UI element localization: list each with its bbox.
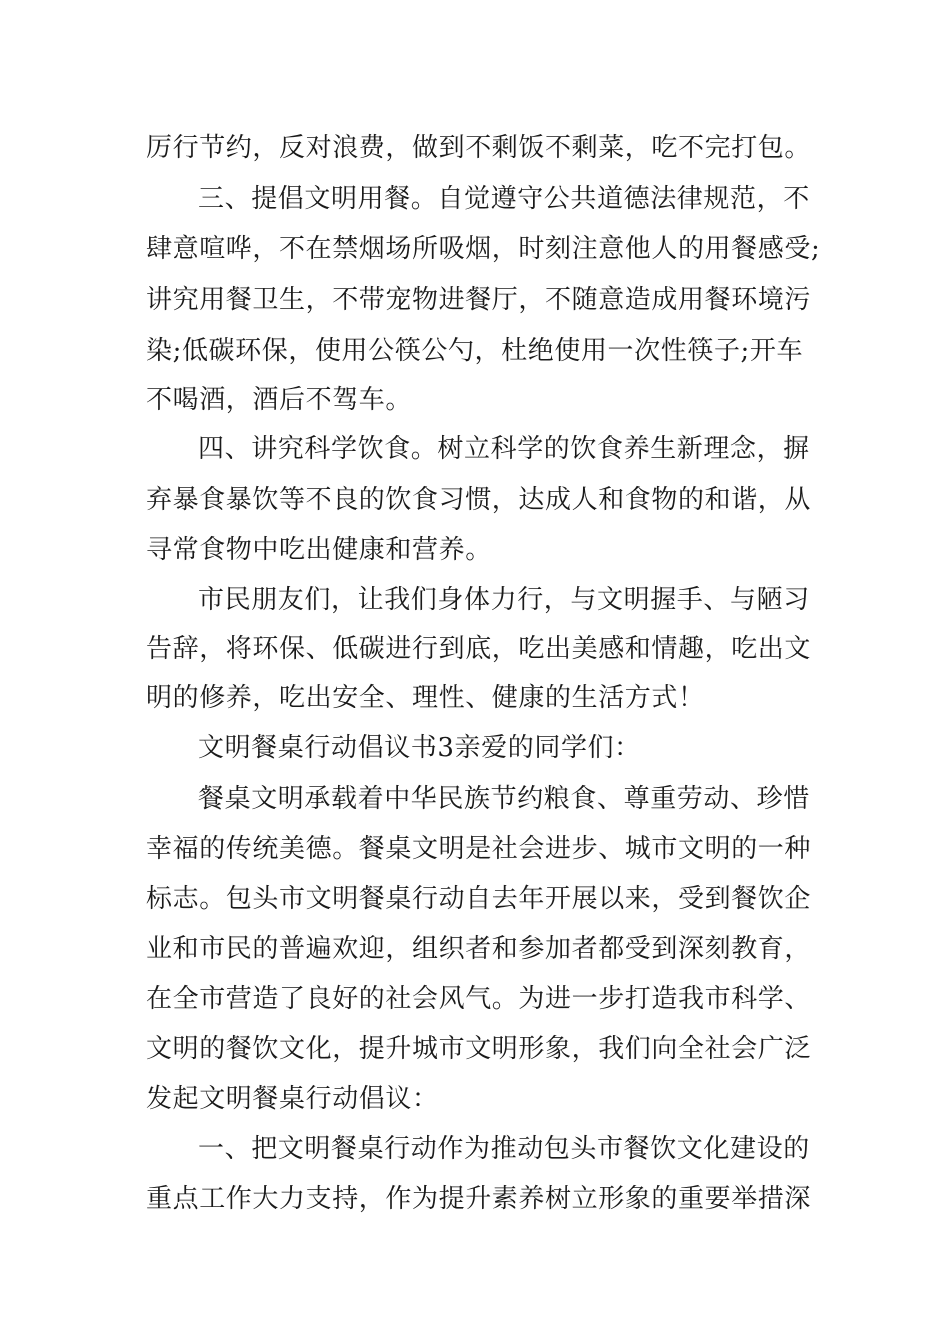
text-line: 明的修养，吃出安全、理性、健康的生活方式！ [146,683,705,713]
text-line: 标志。包头市文明餐桌行动自去年开展以来，受到餐饮企 [146,884,812,914]
text-line: 寻常食物中吃出健康和营养。 [146,535,492,565]
text-line: 告辞，将环保、低碳进行到底，吃出美感和情趣，吃出文 [146,634,812,664]
text-line: 发起文明餐桌行动倡议： [146,1084,439,1114]
text-line: 厉行节约，反对浪费，做到不剩饭不剩菜，吃不完打包。 [146,133,812,163]
text-line: 幸福的传统美德。餐桌文明是社会进步、城市文明的一种 [146,834,812,864]
text-line: 文明的餐饮文化，提升城市文明形象，我们向全社会广泛 [146,1034,812,1064]
text-line: 不喝酒，酒后不驾车。 [146,385,413,415]
text-line: 在全市营造了良好的社会风气。为进一步打造我市科学、 [146,984,812,1014]
proposal-paragraph-start: 餐桌文明承载着中华民族节约粮食、尊重劳动、珍惜 [198,784,810,814]
text-line: 染;低碳环保，使用公筷公勺，杜绝使用一次性筷子;开车 [146,336,804,366]
text-line: 弃暴食暴饮等不良的饮食习惯，达成人和食物的和谐，从 [146,485,812,515]
text-line: 讲究用餐卫生，不带宠物进餐厅，不随意造成用餐环境污 [146,285,812,315]
item-one-start: 一、把文明餐桌行动作为推动包头市餐饮文化建设的 [198,1134,810,1164]
text-line: 业和市民的普遍欢迎，组织者和参加者都受到深刻教育， [146,934,812,964]
text-line: 肆意喧哗，不在禁烟场所吸烟，时刻注意他人的用餐感受; [146,234,821,264]
paragraph-three-start: 三、提倡文明用餐。自觉遵守公共道德法律规范，不 [198,184,810,214]
citizens-paragraph-start: 市民朋友们，让我们身体力行，与文明握手、与陋习 [198,585,810,615]
paragraph-four-start: 四、讲究科学饮食。树立科学的饮食养生新理念，摒 [198,434,810,464]
proposal-heading: 文明餐桌行动倡议书3亲爱的同学们： [198,733,641,763]
text-line: 重点工作大力支持，作为提升素养树立形象的重要举措深 [146,1184,812,1214]
